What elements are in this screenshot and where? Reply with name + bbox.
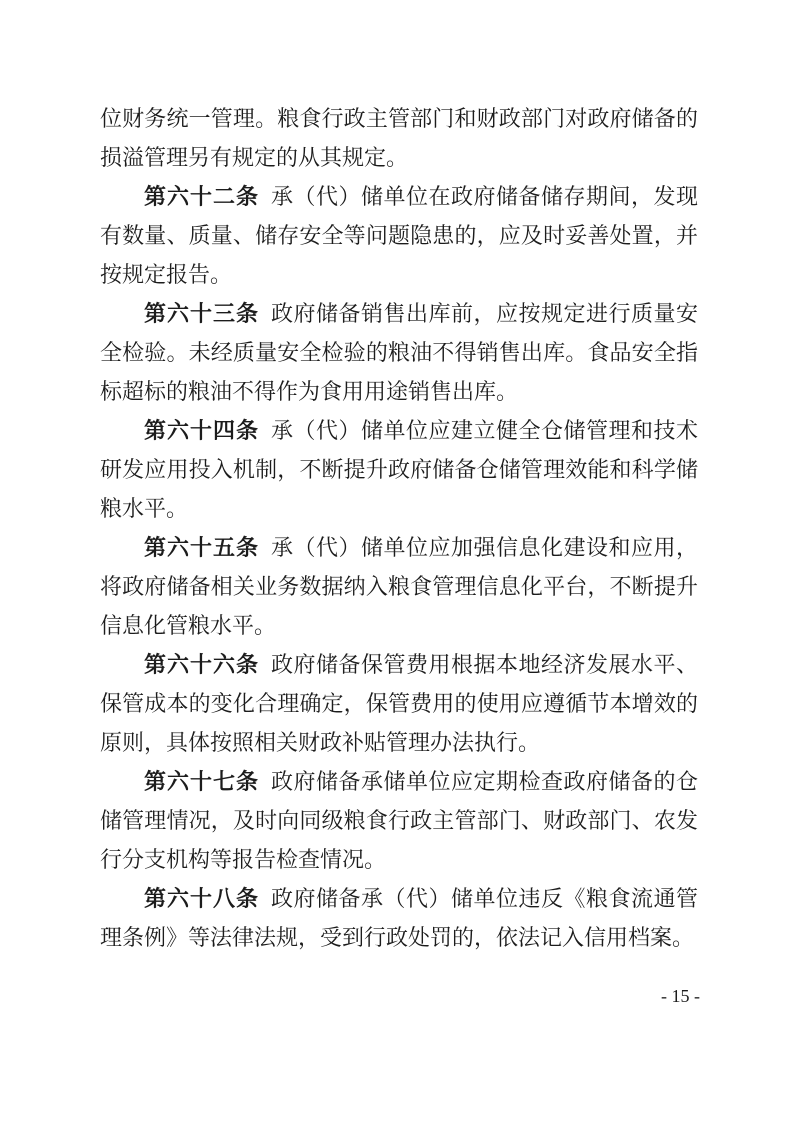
- paragraph-text: 政府储备销售出库前，应按规定进行质量安全检验。未经质量安全检验的粮油不得销售出库。食品安全指标超标的粮油不得作为食用用途销售出库。: [100, 301, 698, 404]
- document-body: [100, 99, 698, 957]
- paragraph-text: 承（代）储单位应加强信息化建设和应用，将政府储备相关业务数据纳入粮食管理信息化平台，不断提升信息化管粮水平。: [100, 535, 698, 638]
- paragraph-article-67: [100, 762, 698, 879]
- paragraph-article-62: [100, 177, 698, 294]
- article-number: 第六十七条: [144, 769, 259, 794]
- page-number: - 15 -: [661, 986, 700, 1006]
- paragraph-text: 政府储备保管费用根据本地经济发展水平、保管成本的变化合理确定，保管费用的使用应遵循节本增效的原则，具体按照相关财政补贴管理办法执行。: [100, 652, 698, 755]
- article-number: 第六十三条: [144, 301, 259, 326]
- paragraph-text: 政府储备承（代）储单位违反《粮食流通管理条例》等法律法规，受到行政处罚的，依法记入信用档案。: [100, 886, 698, 950]
- paragraph-article-68: [100, 879, 698, 957]
- paragraph-article-64: [100, 411, 698, 528]
- paragraph-text: 政府储备承储单位应定期检查政府储备的仓储管理情况，及时向同级粮食行政主管部门、财政部门、农发行分支机构等报告检查情况。: [100, 769, 698, 872]
- paragraph-continuation: [100, 99, 698, 177]
- paragraph-article-63: [100, 294, 698, 411]
- article-number: 第六十八条: [144, 886, 259, 911]
- paragraph-article-65: [100, 528, 698, 645]
- paragraph-article-66: [100, 645, 698, 762]
- article-number: 第六十四条: [144, 418, 259, 443]
- paragraph-text: 位财务统一管理。粮食行政主管部门和财政部门对政府储备的损溢管理另有规定的从其规定。: [100, 106, 698, 170]
- article-number: 第六十二条: [144, 184, 259, 209]
- article-number: 第六十六条: [144, 652, 259, 677]
- article-number: 第六十五条: [144, 535, 259, 560]
- paragraph-text: 承（代）储单位在政府储备储存期间，发现有数量、质量、储存安全等问题隐患的，应及时妥善处置，并按规定报告。: [100, 184, 698, 287]
- paragraph-text: 承（代）储单位应建立健全仓储管理和技术研发应用投入机制，不断提升政府储备仓储管理效能和科学储粮水平。: [100, 418, 698, 521]
